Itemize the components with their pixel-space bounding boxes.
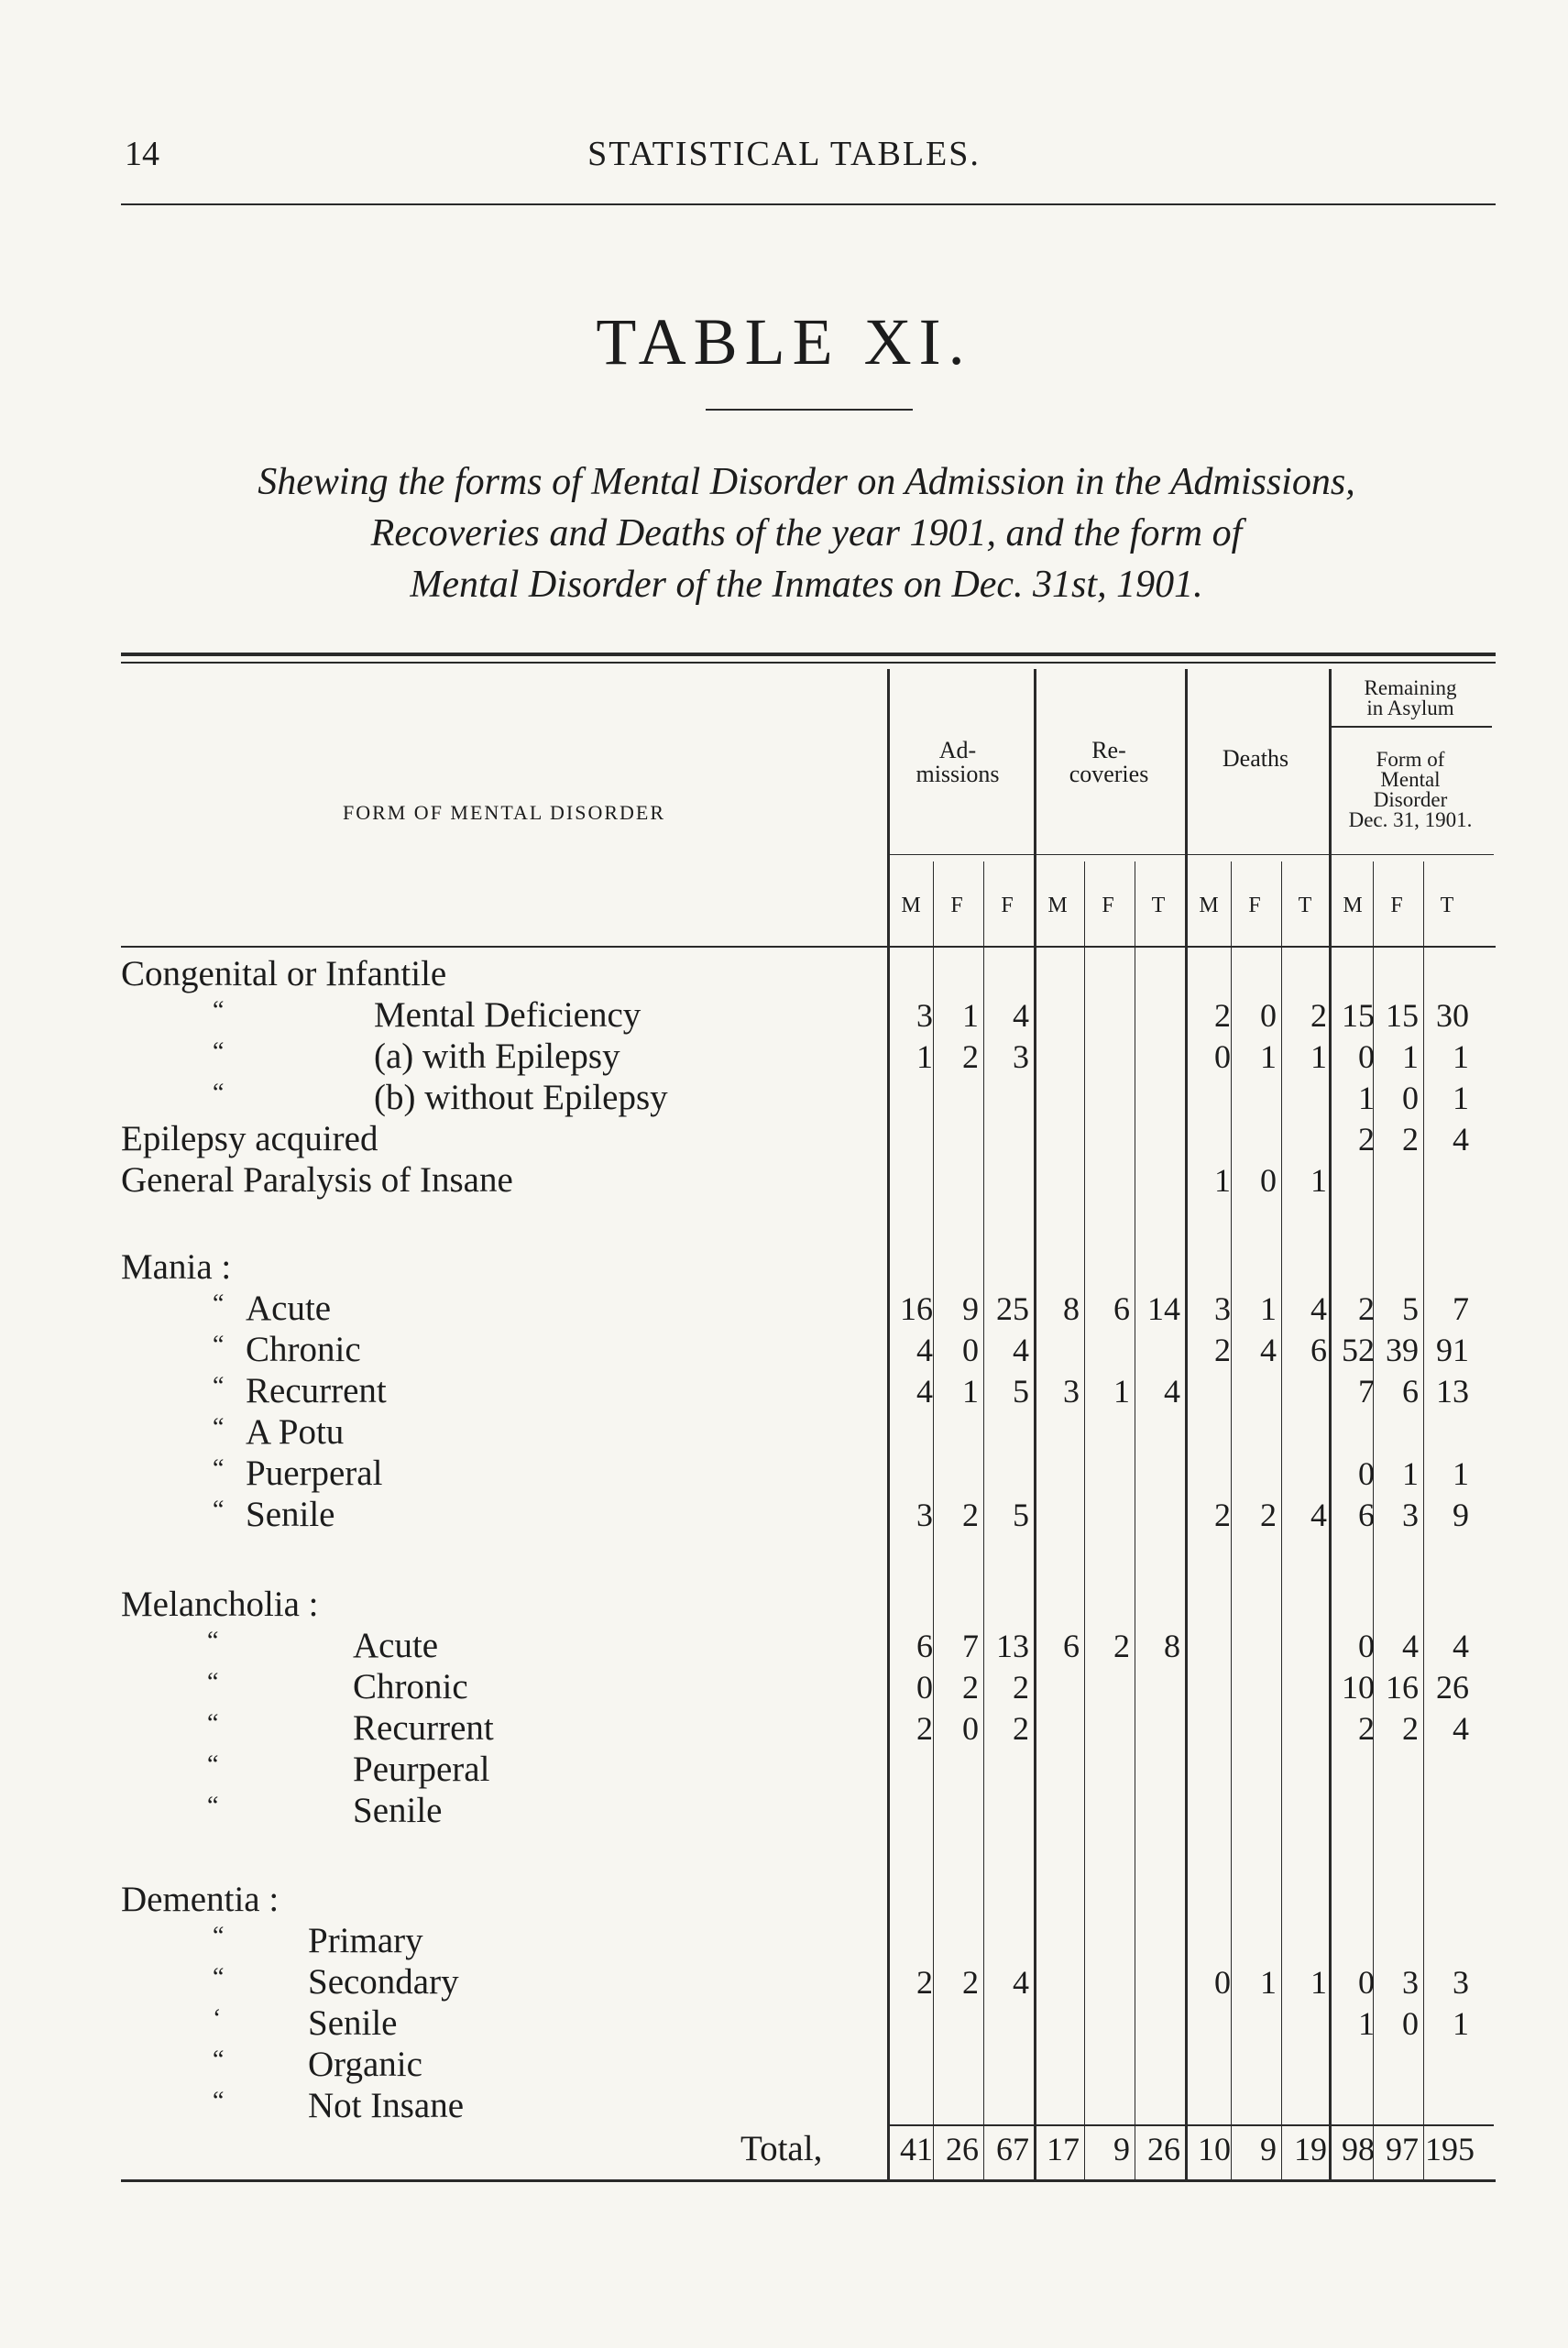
row-label: Primary bbox=[308, 1921, 423, 1960]
table-cell: 10 bbox=[1342, 1669, 1375, 1706]
table-cell: 15 bbox=[1386, 997, 1419, 1034]
total-top-rule bbox=[887, 2124, 1494, 2126]
column-header: T bbox=[1151, 894, 1166, 917]
table-cell: 4 bbox=[1310, 1290, 1327, 1327]
table-cell: 9 bbox=[1453, 1497, 1469, 1533]
admissions-header-line-2: missions bbox=[916, 761, 1000, 787]
table-title: TABLE XI. bbox=[596, 305, 972, 379]
deaths-header-line-1: Deaths bbox=[1222, 745, 1289, 772]
table-cell: 2 bbox=[916, 1710, 933, 1747]
row-label: Not Insane bbox=[308, 2086, 465, 2125]
total-cell: 98 bbox=[1342, 2131, 1375, 2167]
running-head: STATISTICAL TABLES. bbox=[587, 135, 981, 173]
total-cell: 10 bbox=[1198, 2131, 1231, 2167]
ditto-mark: “ bbox=[213, 1922, 225, 1950]
table-cell: 1 bbox=[1310, 1964, 1327, 2001]
major-column-divider bbox=[887, 669, 890, 2179]
table-cell: 2 bbox=[962, 1964, 979, 2001]
ditto-mark: “ bbox=[207, 1668, 219, 1696]
table-cell: 2 bbox=[962, 1669, 979, 1706]
table-caption bbox=[110, 456, 1503, 610]
row-label: (b) without Epilepsy bbox=[374, 1078, 668, 1117]
row-label: Acute bbox=[246, 1289, 332, 1328]
table-cell: 3 bbox=[1013, 1038, 1029, 1075]
table-cell: 4 bbox=[1013, 997, 1029, 1034]
table-cell: 0 bbox=[1260, 997, 1277, 1034]
header-bottom-rule bbox=[121, 946, 1496, 948]
table-top-rule-inner bbox=[121, 662, 1496, 664]
table-cell: 1 bbox=[1260, 1038, 1277, 1075]
row-label: Dementia : bbox=[121, 1880, 280, 1919]
table-cell: 1 bbox=[1453, 1080, 1469, 1116]
row-label: Secondary bbox=[308, 1962, 459, 2002]
remaining-sub-line-1: Form of bbox=[1376, 748, 1445, 771]
table-cell: 1 bbox=[1402, 1455, 1419, 1492]
ditto-mark: “ bbox=[213, 1496, 225, 1524]
table-cell: 2 bbox=[1358, 1290, 1375, 1327]
table-cell: 2 bbox=[1402, 1710, 1419, 1747]
table-cell: 1 bbox=[962, 1373, 979, 1410]
table-cell: 1 bbox=[1453, 1455, 1469, 1492]
table-cell: 2 bbox=[1113, 1628, 1130, 1664]
table-cell: 2 bbox=[1260, 1497, 1277, 1533]
table-cell: 0 bbox=[1358, 1628, 1375, 1664]
major-column-divider bbox=[1329, 669, 1332, 2179]
title-rule bbox=[706, 409, 913, 411]
table-cell: 39 bbox=[1386, 1332, 1419, 1368]
table-cell: 3 bbox=[916, 997, 933, 1034]
table-cell: 4 bbox=[1260, 1332, 1277, 1368]
ditto-mark: “ bbox=[213, 1289, 225, 1318]
row-label: General Paralysis of Insane bbox=[121, 1160, 513, 1200]
total-cell: 195 bbox=[1425, 2131, 1475, 2167]
table-cell: 3 bbox=[1453, 1964, 1469, 2001]
table-cell: 1 bbox=[962, 997, 979, 1034]
table-cell: 0 bbox=[962, 1710, 979, 1747]
table-cell: 2 bbox=[1358, 1121, 1375, 1158]
table-cell: 2 bbox=[962, 1497, 979, 1533]
table-cell: 6 bbox=[1358, 1497, 1375, 1533]
row-label: Senile bbox=[246, 1495, 335, 1534]
row-label: Mania : bbox=[121, 1247, 232, 1287]
table-cell: 15 bbox=[1342, 997, 1375, 1034]
table-cell: 5 bbox=[1013, 1373, 1029, 1410]
ditto-mark: “ bbox=[207, 1750, 219, 1779]
caption-line-3: Mental Disorder of the Inmates on Dec. 31st, 1901. bbox=[410, 564, 1203, 606]
table-cell: 0 bbox=[1358, 1455, 1375, 1492]
row-label: (a) with Epilepsy bbox=[374, 1037, 620, 1076]
table-cell: 0 bbox=[1358, 1964, 1375, 2001]
header-rule bbox=[121, 203, 1496, 205]
table-cell: 2 bbox=[962, 1038, 979, 1075]
row-label: Recurrent bbox=[353, 1708, 494, 1748]
ditto-mark: “ bbox=[213, 1413, 225, 1442]
table-cell: 1 bbox=[1310, 1162, 1327, 1199]
admissions-group-header bbox=[884, 739, 1031, 786]
total-cell: 9 bbox=[1260, 2131, 1277, 2167]
table-cell: 2 bbox=[1358, 1710, 1375, 1747]
table-cell: 6 bbox=[1063, 1628, 1080, 1664]
total-cell: 26 bbox=[946, 2131, 979, 2167]
table-cell: 5 bbox=[1402, 1290, 1419, 1327]
table-cell: 4 bbox=[1013, 1332, 1029, 1368]
table-cell: 2 bbox=[1214, 1332, 1231, 1368]
table-cell: 1 bbox=[1402, 1038, 1419, 1075]
row-label: Congenital or Infantile bbox=[121, 954, 447, 993]
table-cell: 1 bbox=[916, 1038, 933, 1075]
ditto-mark: “ bbox=[213, 1331, 225, 1359]
row-label: Senile bbox=[353, 1791, 443, 1830]
remaining-sub-line-2: Mental bbox=[1380, 768, 1441, 791]
table-cell: 6 bbox=[1113, 1290, 1130, 1327]
table-cell: 3 bbox=[1402, 1497, 1419, 1533]
table-cell: 13 bbox=[1436, 1373, 1469, 1410]
recoveries-header-line-1: Re- bbox=[1091, 737, 1126, 763]
ditto-mark: “ bbox=[213, 1372, 225, 1400]
table-cell: 0 bbox=[1402, 2005, 1419, 2042]
table-cell: 6 bbox=[1402, 1373, 1419, 1410]
table-cell: 6 bbox=[1310, 1332, 1327, 1368]
row-label: Organic bbox=[308, 2045, 422, 2084]
ditto-mark: “ bbox=[207, 1709, 219, 1738]
ditto-mark: “ bbox=[213, 2087, 225, 2115]
major-column-divider bbox=[1185, 669, 1188, 2179]
column-header-top-rule bbox=[889, 854, 1494, 855]
table-cell: 1 bbox=[1260, 1290, 1277, 1327]
table-cell: 2 bbox=[1013, 1710, 1029, 1747]
table-cell: 2 bbox=[1402, 1121, 1419, 1158]
remaining-subheader bbox=[1327, 750, 1494, 830]
total-cell: 26 bbox=[1147, 2131, 1180, 2167]
table-cell: 1 bbox=[1310, 1038, 1327, 1075]
minor-column-divider bbox=[1084, 861, 1085, 2179]
table-cell: 4 bbox=[1453, 1710, 1469, 1747]
major-column-divider bbox=[1034, 669, 1036, 2179]
ditto-mark: “ bbox=[213, 1079, 225, 1107]
ditto-mark: “ bbox=[207, 1627, 219, 1655]
table-cell: 3 bbox=[1063, 1373, 1080, 1410]
table-cell: 91 bbox=[1436, 1332, 1469, 1368]
table-cell: 8 bbox=[1063, 1290, 1080, 1327]
row-label: Senile bbox=[308, 2003, 398, 2043]
total-cell: 19 bbox=[1294, 2131, 1327, 2167]
table-cell: 16 bbox=[1386, 1669, 1419, 1706]
table-cell: 52 bbox=[1342, 1332, 1375, 1368]
column-header: F bbox=[1001, 894, 1014, 917]
table-cell: 4 bbox=[916, 1373, 933, 1410]
recoveries-group-header bbox=[1036, 739, 1182, 786]
column-header: M bbox=[901, 894, 921, 917]
remaining-sub-rule bbox=[1331, 726, 1492, 728]
row-label: A Potu bbox=[246, 1412, 345, 1452]
column-header: M bbox=[1047, 894, 1068, 917]
deaths-group-header bbox=[1182, 747, 1329, 771]
column-header: M bbox=[1199, 894, 1219, 917]
table-cell: 4 bbox=[1013, 1964, 1029, 2001]
form-header: FORM OF MENTAL DISORDER bbox=[342, 801, 666, 824]
column-header: M bbox=[1343, 894, 1363, 917]
table-cell: 26 bbox=[1436, 1669, 1469, 1706]
table-cell: 1 bbox=[1358, 1080, 1375, 1116]
table-cell: 16 bbox=[900, 1290, 933, 1327]
table-cell: 1 bbox=[1358, 2005, 1375, 2042]
row-label: Melancholia : bbox=[121, 1585, 319, 1624]
table-cell: 0 bbox=[1214, 1964, 1231, 2001]
table-cell: 2 bbox=[1013, 1669, 1029, 1706]
total-cell: 97 bbox=[1386, 2131, 1419, 2167]
total-cell: 9 bbox=[1113, 2131, 1130, 2167]
table-cell: 13 bbox=[996, 1628, 1029, 1664]
table-cell: 7 bbox=[1358, 1373, 1375, 1410]
table-cell: 4 bbox=[916, 1332, 933, 1368]
minor-column-divider bbox=[933, 861, 934, 2179]
table-cell: 9 bbox=[962, 1290, 979, 1327]
total-cell: 17 bbox=[1047, 2131, 1080, 2167]
admissions-header-line-1: Ad- bbox=[938, 737, 977, 763]
ditto-mark: “ bbox=[207, 1792, 219, 1820]
total-cell: 67 bbox=[996, 2131, 1029, 2167]
total-cell: 41 bbox=[900, 2131, 933, 2167]
table-cell: 4 bbox=[1164, 1373, 1180, 1410]
total-label: Total, bbox=[740, 2129, 823, 2168]
caption-line-2: Recoveries and Deaths of the year 1901, and the form of bbox=[370, 512, 1243, 554]
ditto-mark: “ bbox=[213, 2046, 225, 2074]
table-cell: 1 bbox=[1453, 2005, 1469, 2042]
ditto-mark: “ bbox=[213, 1037, 225, 1066]
table-cell: 0 bbox=[1402, 1080, 1419, 1116]
remaining-header-line-2: in Asylum bbox=[1366, 697, 1454, 719]
table-cell: 1 bbox=[1113, 1373, 1130, 1410]
caption-line-1: Shewing the forms of Mental Disorder on Admission in the Admissions, bbox=[258, 461, 1355, 503]
table-cell: 7 bbox=[962, 1628, 979, 1664]
table-cell: 3 bbox=[916, 1497, 933, 1533]
table-cell: 0 bbox=[1358, 1038, 1375, 1075]
table-cell: 2 bbox=[916, 1964, 933, 2001]
minor-column-divider bbox=[1231, 861, 1232, 2179]
table-cell: 0 bbox=[1260, 1162, 1277, 1199]
ditto-mark: “ bbox=[213, 1454, 225, 1483]
remaining-sub-line-4: Dec. 31, 1901. bbox=[1348, 808, 1473, 831]
table-cell: 3 bbox=[1402, 1964, 1419, 2001]
column-header: F bbox=[1390, 894, 1403, 917]
table-cell: 2 bbox=[1214, 997, 1231, 1034]
row-label: Recurrent bbox=[246, 1371, 387, 1410]
table-cell: 0 bbox=[1214, 1038, 1231, 1075]
row-label: Peurperal bbox=[353, 1750, 490, 1789]
remaining-sub-line-3: Disorder bbox=[1373, 788, 1448, 811]
page-number: 14 bbox=[125, 135, 159, 173]
table-cell: 30 bbox=[1436, 997, 1469, 1034]
row-label: Acute bbox=[353, 1626, 439, 1665]
row-label: Puerperal bbox=[246, 1454, 383, 1493]
column-header: F bbox=[1248, 894, 1261, 917]
column-header: T bbox=[1440, 894, 1454, 917]
table-bottom-rule bbox=[121, 2179, 1496, 2182]
row-label: Chronic bbox=[246, 1330, 361, 1369]
table-cell: 2 bbox=[1310, 997, 1327, 1034]
ditto-mark: ‘ bbox=[213, 2004, 222, 2033]
table-cell: 6 bbox=[916, 1628, 933, 1664]
table-cell: 25 bbox=[996, 1290, 1029, 1327]
table-cell: 4 bbox=[1310, 1497, 1327, 1533]
table-cell: 4 bbox=[1453, 1628, 1469, 1664]
table-cell: 8 bbox=[1164, 1628, 1180, 1664]
table-cell: 3 bbox=[1214, 1290, 1231, 1327]
table-cell: 7 bbox=[1453, 1290, 1469, 1327]
row-label: Epilepsy acquired bbox=[121, 1119, 378, 1158]
ditto-mark: “ bbox=[213, 1963, 225, 1991]
table-cell: 0 bbox=[962, 1332, 979, 1368]
table-cell: 2 bbox=[1214, 1497, 1231, 1533]
remaining-group-header bbox=[1327, 678, 1494, 719]
table-cell: 4 bbox=[1453, 1121, 1469, 1158]
table-cell: 14 bbox=[1147, 1290, 1180, 1327]
column-header: F bbox=[950, 894, 963, 917]
table-cell: 1 bbox=[1214, 1162, 1231, 1199]
table-top-rule bbox=[121, 653, 1496, 656]
table-cell: 1 bbox=[1260, 1964, 1277, 2001]
table-cell: 5 bbox=[1013, 1497, 1029, 1533]
table-cell: 4 bbox=[1402, 1628, 1419, 1664]
ditto-mark: “ bbox=[213, 996, 225, 1025]
column-header: F bbox=[1102, 894, 1114, 917]
column-header: T bbox=[1298, 894, 1312, 917]
minor-column-divider bbox=[1423, 861, 1424, 2179]
minor-column-divider bbox=[1281, 861, 1282, 2179]
recoveries-header-line-2: coveries bbox=[1069, 761, 1149, 787]
minor-column-divider bbox=[983, 861, 984, 2179]
row-label: Chronic bbox=[353, 1667, 468, 1706]
table-cell: 1 bbox=[1453, 1038, 1469, 1075]
row-label: Mental Deficiency bbox=[374, 995, 641, 1035]
table-cell: 0 bbox=[916, 1669, 933, 1706]
remaining-header-line-1: Remaining bbox=[1364, 676, 1457, 699]
